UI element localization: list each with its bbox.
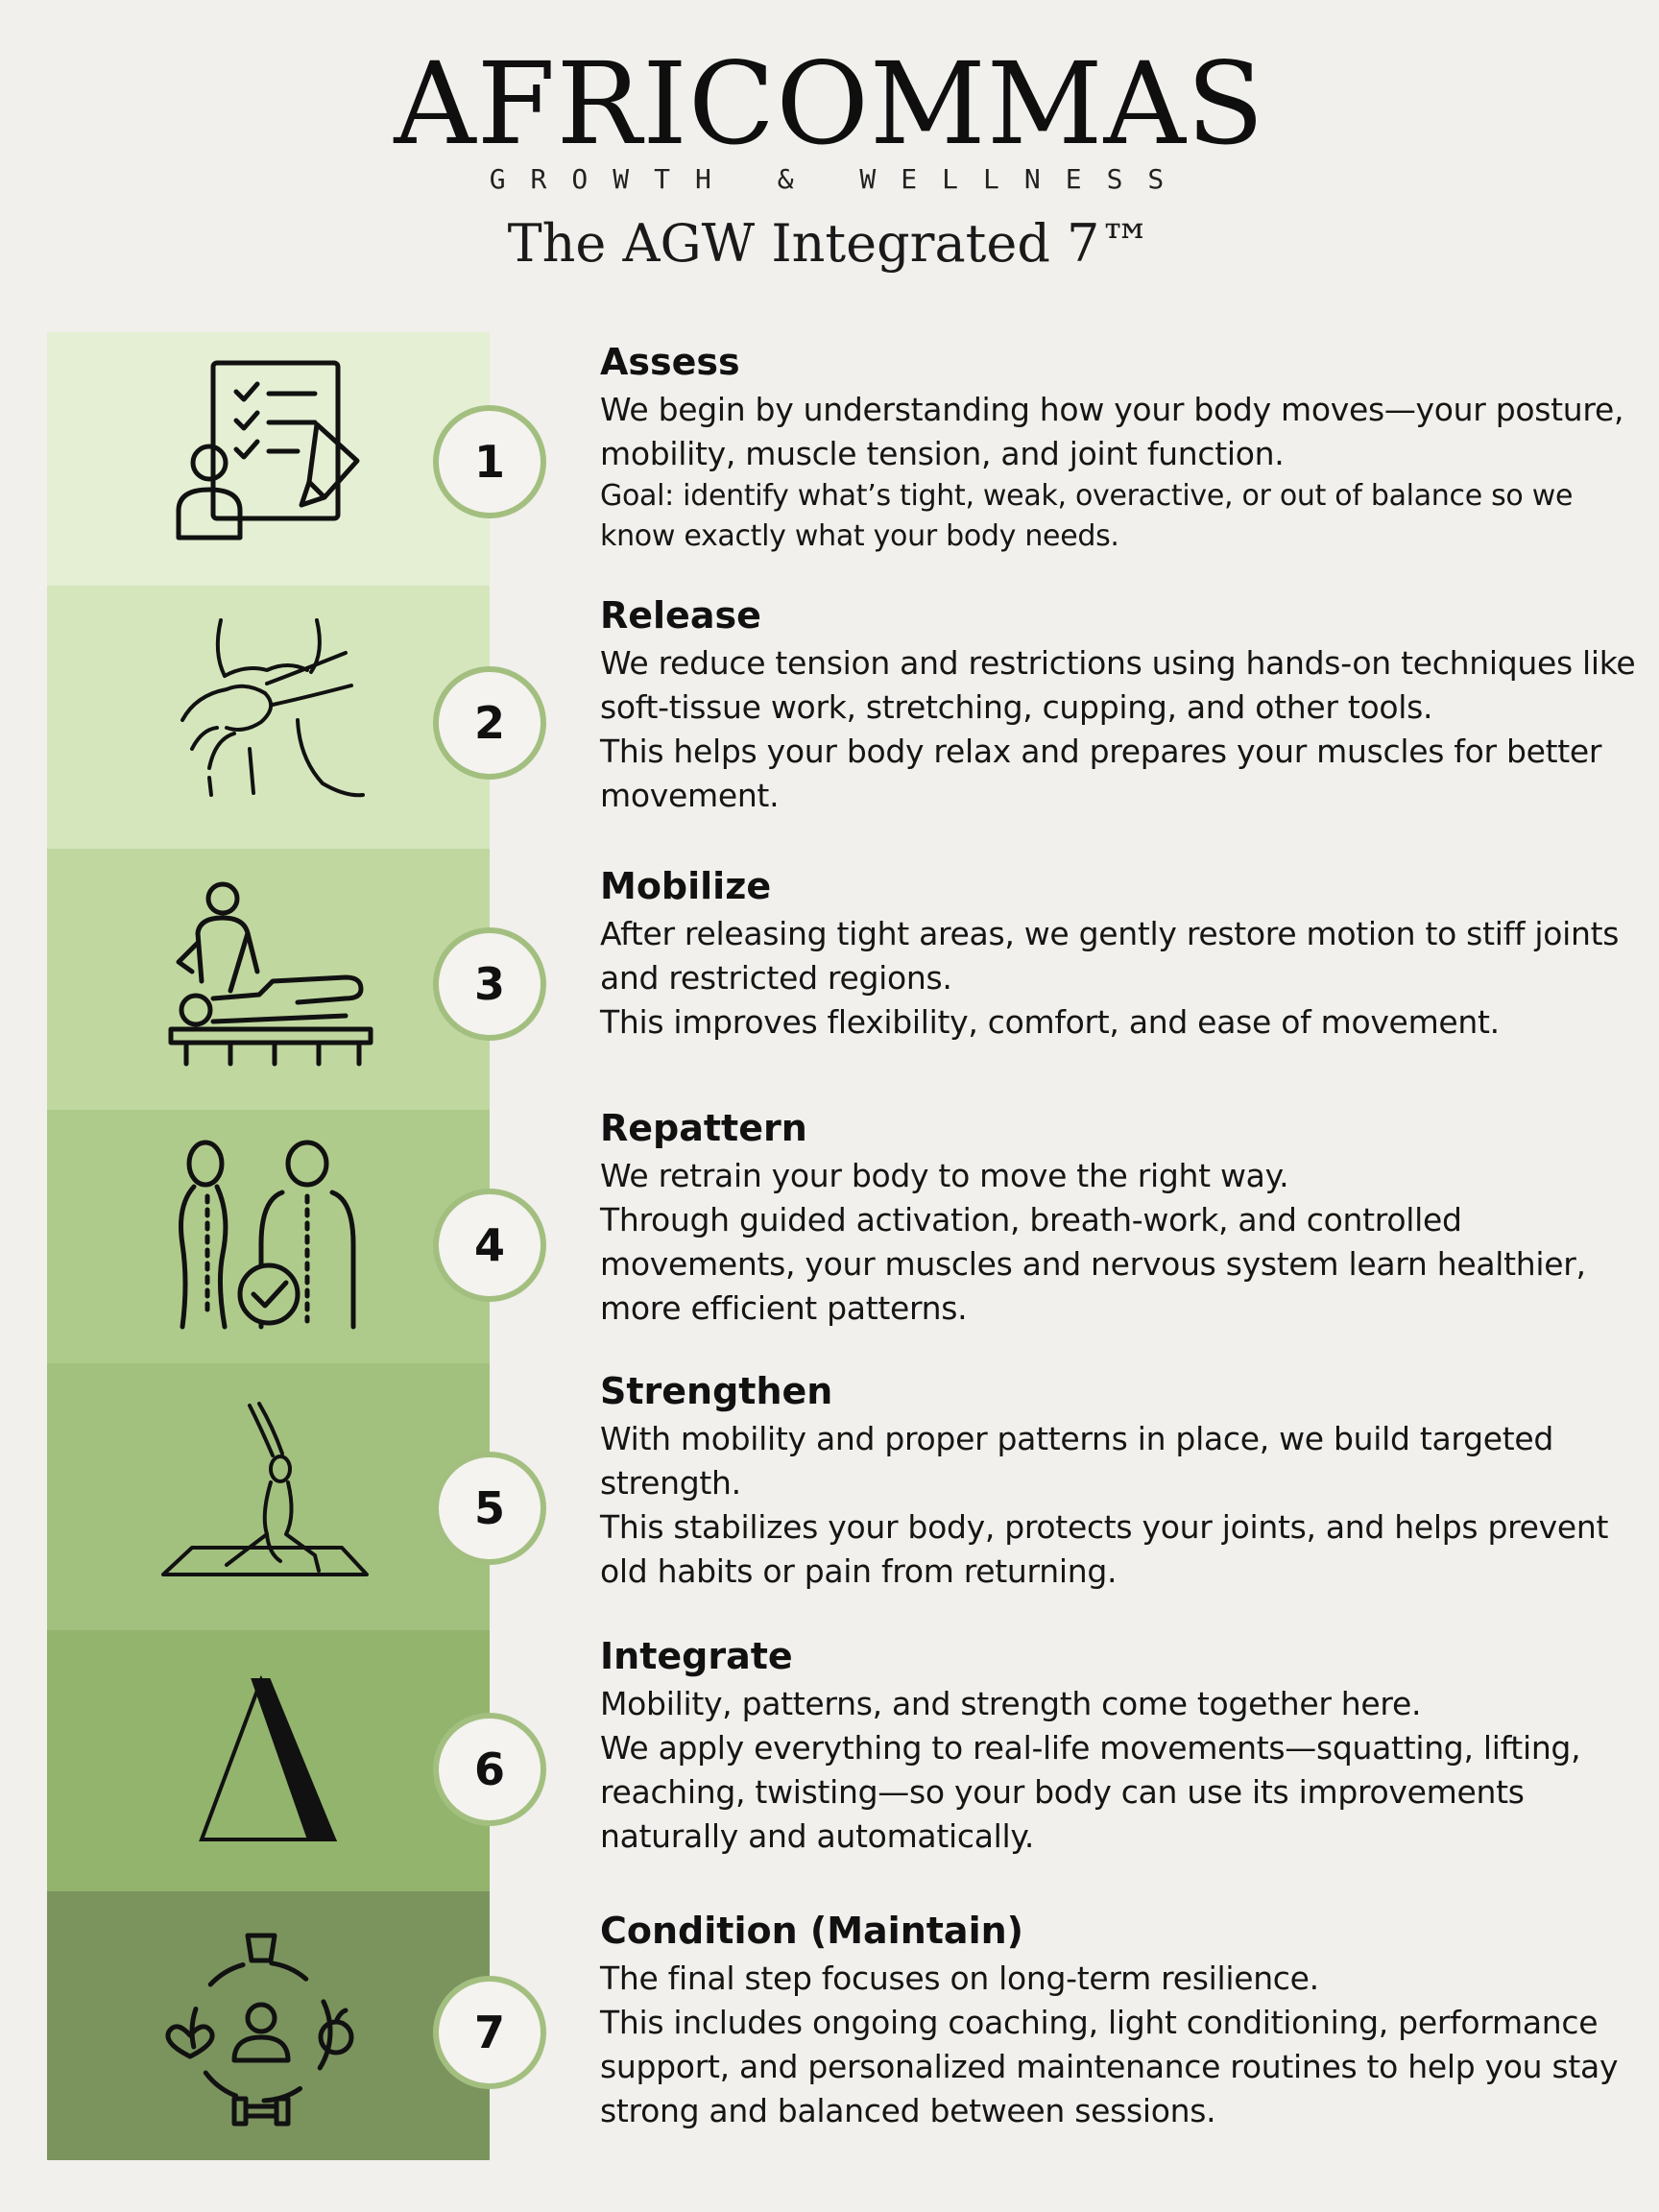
step-6-title: Integrate	[600, 1635, 793, 1677]
step-6-text	[600, 1632, 1637, 1859]
step-2-text	[600, 591, 1637, 818]
step-6-line-1: Mobility, patterns, and strength come together here.	[600, 1685, 1422, 1722]
step-1-line-1: We begin by understanding how your body moves—your posture, mobility, muscle tension, and joint function.	[600, 391, 1624, 472]
step-2-badge: 2	[433, 666, 546, 780]
step-3-line-2: This improves flexibility, comfort, and ease of movement.	[600, 1003, 1500, 1041]
step-7-line-1: The final step focuses on long-term resilience.	[600, 1960, 1319, 1997]
step-1-text	[600, 338, 1637, 557]
step-1-badge: 1	[433, 405, 546, 518]
step-4-badge: 4	[433, 1189, 546, 1302]
posture-check-icon	[154, 1139, 384, 1331]
step-7-badge: 7	[433, 1976, 546, 2089]
page-title: The AGW Integrated 7™	[507, 213, 1152, 274]
step-3-line-1: After releasing tight areas, we gently restore motion to stiff joints and restricted regions.	[600, 915, 1620, 997]
massage-hands-icon	[154, 614, 384, 806]
step-4-line-2: Through guided activation, breath-work, and controlled movements, your muscles and nervous system learn healthier, more efficient patterns.	[600, 1201, 1586, 1327]
step-3-title: Mobilize	[600, 865, 772, 907]
step-5-line-1: With mobility and proper patterns in place, we build targeted strength.	[600, 1420, 1554, 1502]
step-4-text	[600, 1104, 1637, 1331]
header	[0, 0, 1659, 288]
step-2-line-1: We reduce tension and restrictions using hands-on techniques like soft-tissue work, stretching, cupping, and other tools.	[600, 644, 1636, 726]
brand-tagline: GROWTH & WELLNESS	[489, 163, 1190, 195]
yoga-lunge-icon	[154, 1400, 384, 1592]
step-5-line-2: This stabilizes your body, protects your joints, and helps prevent old habits or pain from returning.	[600, 1508, 1609, 1590]
therapist-table-icon	[154, 876, 384, 1068]
step-6-badge: 6	[433, 1713, 546, 1826]
step-5-badge: 5	[433, 1452, 546, 1565]
step-1-title: Assess	[600, 341, 740, 383]
step-1-line-2: Goal: identify what’s tight, weak, overactive, or out of balance so we know exactly what your body needs.	[600, 479, 1574, 553]
step-5-text	[600, 1367, 1637, 1594]
brand-logo: AFRICOMMAS	[394, 37, 1265, 170]
step-7-title: Condition (Maintain)	[600, 1910, 1024, 1952]
step-2-line-2: This helps your body relax and prepares your muscles for better movement.	[600, 733, 1602, 814]
step-5-title: Strengthen	[600, 1370, 833, 1412]
integrate-triangle-icon	[154, 1665, 384, 1857]
step-6-line-2: We apply everything to real-life movements—squatting, lifting, reaching, twisting—so your body can use its improvements naturally and automatically.	[600, 1729, 1581, 1855]
step-3-text	[600, 862, 1637, 1045]
step-7-text	[600, 1907, 1637, 2133]
step-3-badge: 3	[433, 927, 546, 1041]
step-4-line-1: We retrain your body to move the right way.	[600, 1157, 1289, 1194]
wellness-cycle-icon	[154, 1930, 384, 2122]
assessment-clipboard-icon	[154, 357, 384, 549]
step-7-line-2: This includes ongoing coaching, light conditioning, performance support, and personalized maintenance routines to help you stay strong and balanced between sessions.	[600, 2004, 1619, 2129]
step-4-title: Repattern	[600, 1107, 807, 1149]
step-2-title: Release	[600, 594, 761, 637]
